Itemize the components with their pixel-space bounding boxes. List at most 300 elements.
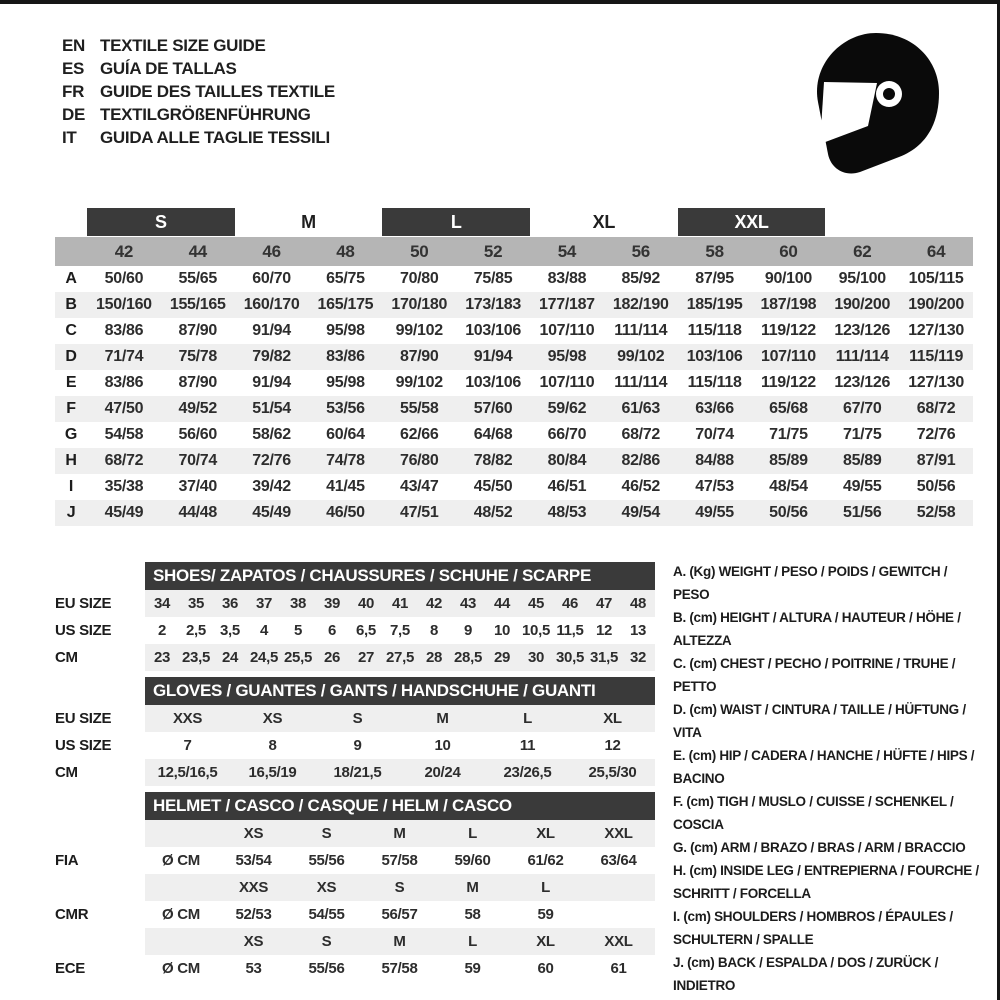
gloves-value: 20/24 (424, 764, 461, 781)
size-value: 95/98 (326, 374, 365, 391)
size-value: 52/58 (916, 504, 956, 521)
language-code: EN (62, 36, 86, 55)
row-label (55, 820, 145, 847)
shoes-value: 40 (357, 595, 375, 612)
size-value: 60/70 (252, 270, 291, 287)
size-column-header: 48 (336, 242, 355, 261)
shoes-value: 47 (595, 595, 613, 612)
size-column-header: 44 (188, 242, 207, 261)
size-value: 48/52 (473, 504, 513, 521)
size-value: 170/180 (391, 296, 448, 313)
size-value: 165/175 (317, 296, 374, 313)
shoes-value: 6,5 (356, 622, 376, 639)
gloves-value: 16,5/19 (248, 764, 297, 781)
size-value: 187/198 (760, 296, 817, 313)
size-value: 68/72 (104, 452, 144, 469)
shoes-value: 9 (463, 622, 473, 639)
helmet-table-title: HELMET / CASCO / CASQUE / HELM / CASCO (145, 792, 655, 820)
helmet-value: 55/56 (308, 852, 345, 869)
shoes-value: 45 (527, 595, 545, 612)
size-value: 190/200 (908, 296, 964, 313)
row-values (145, 732, 655, 759)
helmet-value: XXL (604, 933, 633, 950)
size-value: 119/122 (760, 374, 816, 391)
helmet-value: XXS (238, 879, 269, 896)
size-value: 74/78 (326, 452, 365, 469)
table-row (55, 396, 973, 422)
legend-item: A. (Kg) WEIGHT / PESO / POIDS / GEWITCH / PESO (673, 564, 948, 602)
size-value: 160/170 (243, 296, 300, 313)
size-value: 44/48 (178, 504, 218, 521)
size-value: 68/72 (621, 426, 661, 443)
gloves-value: XS (262, 710, 283, 727)
size-value: 51/56 (842, 504, 882, 521)
row-label (55, 874, 145, 901)
size-value: 50/60 (104, 270, 144, 287)
row-label: H (65, 452, 77, 469)
helmet-value: 53 (245, 960, 262, 977)
table-row (55, 901, 655, 928)
language-code: FR (62, 82, 85, 101)
gloves-table (55, 677, 655, 786)
language-row (62, 103, 335, 126)
shoes-value: 29 (493, 649, 511, 666)
table-row (55, 820, 655, 847)
shoes-value: 11,5 (556, 622, 584, 639)
size-group-blank (55, 208, 87, 236)
size-value: 182/190 (612, 296, 669, 313)
gloves-value: 7 (183, 737, 192, 754)
helmet-value: S (394, 879, 405, 896)
size-group-L: L (382, 208, 530, 236)
size-value: 60/64 (326, 426, 365, 443)
size-value: 111/114 (614, 322, 668, 339)
size-column-header: 64 (926, 242, 946, 261)
gloves-value: 25,5/30 (588, 764, 637, 781)
size-column-header: 58 (705, 242, 724, 261)
row-values (145, 928, 655, 955)
helmet-value: 57/58 (381, 852, 418, 869)
size-value: 43/47 (399, 478, 439, 495)
table-row (55, 874, 655, 901)
unit-label (145, 928, 217, 955)
size-value: 49/55 (695, 504, 734, 521)
size-value: 87/91 (916, 452, 956, 469)
size-value: 71/75 (842, 426, 882, 443)
size-value: 115/118 (687, 374, 742, 391)
size-value: 51/54 (252, 400, 291, 417)
gloves-value: L (523, 710, 532, 727)
size-value: 53/56 (326, 400, 365, 417)
shoes-value: 28,5 (454, 649, 482, 666)
size-value: 87/90 (178, 374, 218, 391)
size-value: 45/50 (473, 478, 513, 495)
helmet-value: 59/60 (454, 852, 491, 869)
row-label: G (64, 426, 78, 443)
size-value: 115/118 (687, 322, 742, 339)
size-value: 91/94 (252, 374, 291, 391)
row-label: E (65, 374, 77, 391)
gloves-value: 8 (268, 737, 277, 754)
size-value: 111/114 (835, 348, 889, 365)
size-value: 50/56 (916, 478, 956, 495)
size-column-header: 46 (262, 242, 281, 261)
helmet-value: 61 (610, 960, 627, 977)
size-value: 46/51 (547, 478, 587, 495)
gloves-value: 12 (604, 737, 621, 754)
table-row (55, 732, 655, 759)
size-value: 54/58 (104, 426, 144, 443)
size-value: 105/115 (908, 270, 964, 287)
size-value: 47/51 (399, 504, 439, 521)
table-row (55, 847, 655, 874)
unit-label: Ø CM (162, 906, 200, 923)
size-column-header: 50 (410, 242, 429, 261)
helmet-value: M (466, 879, 479, 896)
shoes-value: 5 (293, 622, 303, 639)
size-value: 70/74 (695, 426, 734, 443)
language-label: TEXTILE SIZE GUIDE (100, 36, 266, 55)
size-value: 85/89 (769, 452, 808, 469)
row-values (145, 874, 655, 901)
row-values (145, 820, 655, 847)
size-value: 80/84 (547, 452, 587, 469)
gloves-value: 10 (434, 737, 451, 754)
legend-item: I. (cm) SHOULDERS / HOMBROS / ÉPAULES / SCHULTERN / SPALLE (673, 909, 953, 947)
shoes-value: 44 (493, 595, 511, 612)
table-row (55, 318, 973, 344)
shoes-value: 34 (153, 595, 171, 612)
table-row (55, 344, 973, 370)
size-value: 48/54 (769, 478, 808, 495)
shoes-value: 3,5 (220, 622, 240, 639)
shoes-value: 23,5 (182, 649, 210, 666)
size-value: 37/40 (178, 478, 218, 495)
size-value: 90/100 (764, 270, 812, 287)
row-values (145, 759, 655, 786)
size-value: 47/53 (695, 478, 734, 495)
size-value: 76/80 (399, 452, 439, 469)
helmet-value (582, 901, 655, 928)
shoes-value: 26 (323, 649, 341, 666)
shoes-value: 38 (289, 595, 307, 612)
gloves-value: 18/21,5 (333, 764, 382, 781)
size-value: 55/58 (399, 400, 439, 417)
shoes-value: 2,5 (186, 622, 206, 639)
table-row (55, 292, 973, 318)
size-value: 58/62 (252, 426, 291, 443)
shoes-table-body (55, 590, 655, 671)
helmet-value: M (393, 933, 406, 950)
size-value: 85/89 (842, 452, 882, 469)
size-value: 91/94 (473, 348, 513, 365)
helmet-value: XS (243, 825, 264, 842)
main-size-table (55, 208, 973, 526)
size-value: 177/187 (539, 296, 595, 313)
size-value: 185/195 (686, 296, 743, 313)
row-label: CMR (55, 906, 89, 923)
helmet-value: L (541, 879, 550, 896)
shoes-value: 46 (561, 595, 579, 612)
size-value: 78/82 (473, 452, 513, 469)
helmet-value (582, 874, 655, 901)
shoes-value: 39 (323, 595, 341, 612)
measurement-legend (673, 560, 981, 997)
size-value: 39/42 (252, 478, 291, 495)
shoes-value: 4 (259, 622, 269, 639)
row-label: A (65, 270, 77, 287)
size-value: 85/92 (621, 270, 661, 287)
language-list (62, 34, 335, 149)
size-value: 46/52 (621, 478, 661, 495)
size-value: 61/63 (621, 400, 661, 417)
size-value: 83/86 (104, 322, 144, 339)
shoes-value: 10,5 (522, 622, 550, 639)
size-column-header: 62 (853, 242, 872, 261)
language-row (62, 34, 335, 57)
row-label: ECE (55, 960, 85, 977)
size-number-row (55, 237, 973, 266)
size-value: 57/60 (473, 400, 513, 417)
helmet-value: 57/58 (381, 960, 418, 977)
table-row (55, 448, 973, 474)
size-value: 99/102 (395, 322, 443, 339)
size-value: 45/49 (104, 504, 144, 521)
gloves-value: 11 (519, 737, 536, 754)
size-value: 59/62 (547, 400, 587, 417)
row-label (55, 928, 145, 955)
size-value: 49/52 (178, 400, 218, 417)
gloves-table-title: GLOVES / GUANTES / GANTS / HANDSCHUHE / GUANTI (145, 677, 655, 705)
language-row (62, 126, 335, 149)
table-row (55, 617, 655, 644)
size-group-XXL: XXL (678, 208, 826, 236)
table-row (55, 590, 655, 617)
size-value: 119/122 (760, 322, 816, 339)
helmet-value: 56/57 (381, 906, 418, 923)
helmet-value: M (393, 825, 406, 842)
table-row (55, 955, 655, 982)
row-values (145, 955, 655, 982)
size-value: 41/45 (326, 478, 365, 495)
size-table-body (55, 266, 973, 526)
legend-item: C. (cm) CHEST / PECHO / POITRINE / TRUHE / PETTO (673, 656, 956, 694)
size-group-M: M (301, 212, 316, 232)
gloves-table-body (55, 705, 655, 786)
helmet-value: 58 (464, 906, 481, 923)
size-value: 103/106 (465, 322, 521, 339)
row-label: EU SIZE (55, 595, 112, 612)
shoes-value: 27,5 (386, 649, 414, 666)
size-value: 46/50 (326, 504, 365, 521)
size-value: 67/70 (842, 400, 882, 417)
legend-item: J. (cm) BACK / ESPALDA / DOS / ZURÜCK / INDIETRO (673, 955, 939, 993)
size-value: 87/90 (178, 322, 218, 339)
gloves-value: M (436, 710, 449, 727)
table-row (55, 705, 655, 732)
corner-cell (55, 237, 87, 266)
helmet-value: XL (536, 825, 555, 842)
legend-item: F. (cm) TIGH / MUSLO / CUISSE / SCHENKEL / COSCIA (673, 794, 954, 832)
helmet-value: S (321, 825, 332, 842)
size-group-header (55, 208, 973, 236)
row-values (145, 617, 655, 644)
row-label: CM (55, 649, 78, 666)
language-code: IT (62, 128, 77, 147)
size-column-header: 42 (114, 242, 134, 261)
size-value: 123/126 (834, 322, 891, 339)
unit-label (145, 874, 217, 901)
helmet-value: XXL (604, 825, 633, 842)
helmet-value: 53/54 (235, 852, 272, 869)
shoes-value: 31,5 (590, 649, 618, 666)
shoes-table-title: SHOES/ ZAPATOS / CHAUSSURES / SCHUHE / SCARPE (145, 562, 655, 590)
row-label: CM (55, 764, 78, 781)
table-row (55, 422, 973, 448)
size-value: 64/68 (473, 426, 513, 443)
size-value: 65/75 (326, 270, 365, 287)
size-value: 123/126 (834, 374, 891, 391)
size-value: 95/98 (326, 322, 365, 339)
legend-item: G. (cm) ARM / BRAZO / BRAS / ARM / BRACCIO (673, 840, 966, 855)
size-value: 107/110 (539, 374, 595, 391)
size-value: 70/80 (399, 270, 439, 287)
size-value: 56/60 (178, 426, 218, 443)
row-label: D (65, 348, 77, 365)
gloves-value: S (352, 710, 363, 727)
helmet-value: 54/55 (308, 906, 345, 923)
size-group-XL: XL (592, 212, 616, 232)
row-label: F (66, 400, 76, 417)
language-label: GUIDE DES TAILLES TEXTILE (100, 82, 335, 101)
size-value: 127/130 (908, 322, 964, 339)
table-row (55, 759, 655, 786)
shoes-value: 43 (459, 595, 477, 612)
helmet-value: 63/64 (600, 852, 637, 869)
table-row (55, 474, 973, 500)
size-value: 103/106 (686, 348, 743, 365)
size-value: 87/95 (695, 270, 734, 287)
row-label: J (66, 504, 76, 521)
size-value: 72/76 (252, 452, 291, 469)
size-value: 107/110 (539, 322, 595, 339)
table-row (55, 370, 973, 396)
unit-label: Ø CM (162, 852, 200, 869)
size-value: 71/74 (104, 348, 144, 365)
legend-item: B. (cm) HEIGHT / ALTURA / HAUTEUR / HÖHE / ALTEZZA (673, 610, 961, 648)
row-label: FIA (55, 852, 79, 869)
shoes-table (55, 562, 655, 671)
size-group-S: S (87, 208, 235, 236)
table-row (55, 500, 973, 526)
shoes-value: 24,5 (250, 649, 278, 666)
language-row (62, 57, 335, 80)
size-value: 83/86 (104, 374, 144, 391)
size-value: 173/183 (465, 296, 521, 313)
row-values (145, 705, 655, 732)
row-values (145, 901, 655, 928)
shoes-value: 35 (187, 595, 205, 612)
size-value: 35/38 (104, 478, 144, 495)
shoes-value: 12 (595, 622, 613, 639)
size-value: 68/72 (916, 400, 956, 417)
shoes-value: 42 (425, 595, 443, 612)
size-value: 99/102 (395, 374, 443, 391)
size-value: 48/53 (547, 504, 587, 521)
size-value: 72/76 (916, 426, 956, 443)
size-value: 65/68 (769, 400, 808, 417)
shoes-value: 32 (629, 649, 647, 666)
row-label: C (65, 322, 77, 339)
size-value: 95/98 (547, 348, 587, 365)
shoes-value: 13 (629, 622, 647, 639)
shoes-value: 2 (157, 622, 167, 639)
size-value: 71/75 (769, 426, 808, 443)
gloves-value: 9 (353, 737, 362, 754)
size-value: 45/49 (252, 504, 291, 521)
size-value: 99/102 (617, 348, 665, 365)
size-value: 127/130 (908, 374, 964, 391)
language-code: DE (62, 105, 86, 124)
shoes-value: 27 (357, 649, 375, 666)
helmet-value: L (468, 933, 477, 950)
table-row (55, 644, 655, 671)
helmet-value: XL (536, 933, 555, 950)
gloves-value: XL (603, 710, 622, 727)
legend-item: E. (cm) HIP / CADERA / HANCHE / HÜFTE / HIPS / BACINO (673, 748, 975, 786)
size-column-header: 54 (557, 242, 577, 261)
size-value: 107/110 (760, 348, 816, 365)
row-label: I (68, 478, 74, 495)
gloves-value: XXS (172, 710, 203, 727)
shoes-value: 8 (429, 622, 439, 639)
row-label: B (65, 296, 77, 313)
shoes-value: 28 (425, 649, 443, 666)
size-column-header: 52 (483, 242, 503, 261)
size-value: 84/88 (695, 452, 734, 469)
size-value: 150/160 (96, 296, 152, 313)
language-label: TEXTILGRÖßENFÜHRUNG (100, 105, 311, 124)
size-value: 190/200 (834, 296, 891, 313)
helmet-value: 55/56 (308, 960, 345, 977)
size-value: 70/74 (178, 452, 218, 469)
helmet-value: 52/53 (235, 906, 272, 923)
helmet-table-body (55, 820, 655, 982)
legend-item: H. (cm) INSIDE LEG / ENTREPIERNA / FOURCHE / SCHRITT / FORCELLA (673, 863, 979, 901)
size-value: 79/82 (252, 348, 291, 365)
size-value: 49/54 (621, 504, 661, 521)
shoes-value: 23 (153, 649, 171, 666)
size-value: 83/88 (547, 270, 587, 287)
gloves-value: 12,5/16,5 (157, 764, 218, 781)
helmet-table (55, 792, 655, 982)
legend-item: D. (cm) WAIST / CINTURA / TAILLE / HÜFTUNG / VITA (673, 702, 966, 740)
unit-label (145, 820, 217, 847)
size-column-header: 56 (631, 242, 650, 261)
size-value: 95/100 (838, 270, 886, 287)
shoes-value: 7,5 (390, 622, 410, 639)
size-value: 103/106 (465, 374, 521, 391)
language-label: GUIDA ALLE TAGLIE TESSILI (100, 128, 330, 147)
row-label: US SIZE (55, 622, 112, 639)
shoes-value: 48 (629, 595, 647, 612)
size-column-header: 60 (779, 242, 798, 261)
gloves-value: 23/26,5 (503, 764, 552, 781)
size-value: 66/70 (547, 426, 587, 443)
size-group-blank (825, 208, 899, 236)
helmet-value: 59 (464, 960, 481, 977)
shoes-value: 6 (327, 622, 337, 639)
